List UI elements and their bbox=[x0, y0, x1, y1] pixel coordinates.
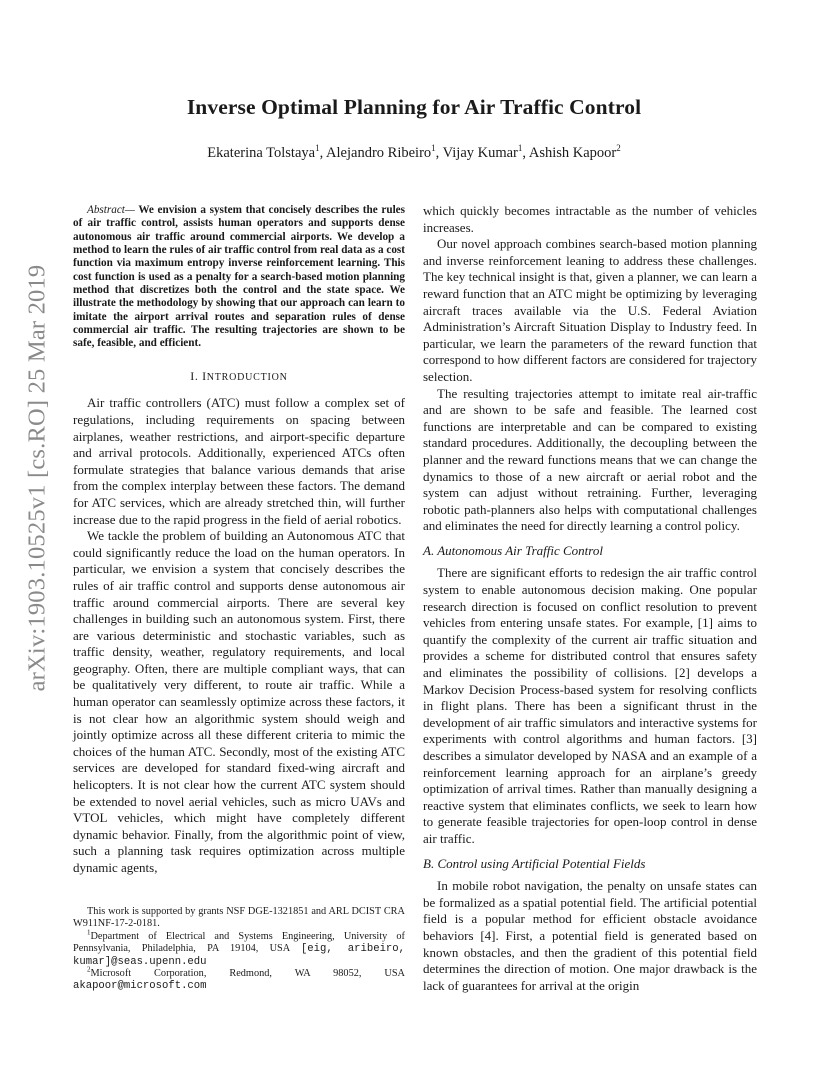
author-affiliation-mark: 2 bbox=[616, 143, 621, 154]
author-email[interactable]: akapoor@microsoft.com bbox=[73, 980, 207, 993]
author-name: Alejandro Ribeiro bbox=[326, 145, 432, 161]
body-paragraph: which quickly becomes intractable as the number of vehicles increases. bbox=[423, 203, 757, 235]
author-affiliation-mark: 1 bbox=[315, 143, 320, 154]
author-affiliation-mark: 1 bbox=[517, 143, 523, 154]
body-paragraph: There are significant efforts to redesign the air traffic control system to enable autonomous decision making. One popular research direction is focused on conflict resolution to prevent vehicles from entering unsafe states. For example, [1] aims to quantify the complexity of the current air traffic situation and provides a scheme for distributed control that ensures safety and eliminates the possibility of collisions. [2] develops a Markov Decision Process-based system for resolving conflicts in flight plans. There has been a significant thrust in the development of air traffic simulators and interactive systems for experiments with control algorithms and human factors. [3] describes a simulator developed by NASA and an example of a reinforcement learning approach for an airplane’s greedy optimization of arrival times. Rather than manually designing a reactive system that eliminates conflicts, we seek to learn how to generate feasible trajectories for open-loop control in dense air traffic. bbox=[423, 565, 757, 846]
abstract-text: We envision a system that concisely describes the rules of air traffic control, assists human operators and supports dense autonomous air traffic around commercial airports. We develop a method to learn the rules of air traffic control from real data as a cost function via maximum entropy inverse reinforcement learning. This cost function is used as a penalty for a search-based motion planning method that discretizes both the control and the state space. We illustrate the methodology by showing that our approach can learn to imitate the airport arrival routes and separation rules of dense commercial air traffic. The resulting trajectories are shown to be safe, feasible, and efficient. bbox=[73, 204, 405, 350]
author-name: Ashish Kapoor bbox=[528, 145, 617, 161]
footnotes bbox=[73, 906, 405, 993]
footnote-affiliation-2-email bbox=[73, 980, 405, 992]
author-list: Ekaterina Tolstaya$^1$, Alejandro Ribeiro$^1$, Vijay Kumar$^1$, Ashish Kapoor$^2$ bbox=[207, 143, 621, 161]
footnote-funding: This work is supported by grants NSF DGE-1321851 and ARL DCIST CRA W911NF-17-2-0181. bbox=[73, 906, 405, 930]
footnote-affiliation-1: $^1$Department of Electrical and Systems Engineering, University of Pennsylvania, Philadelphia, PA 19104, USA [eig, aribeiro, kumar]@seas.upenn.edu bbox=[73, 928, 406, 968]
subsection-heading-autonomous-atc: A. Autonomous Air Traffic Control bbox=[423, 542, 603, 558]
abstract bbox=[73, 204, 405, 351]
arxiv-identifier-text: arXiv:1903.10525v1 [cs.RO] 25 Mar 2019 bbox=[23, 264, 51, 692]
paper-title: Inverse Optimal Planning for Air Traffic Control bbox=[186, 95, 642, 119]
author-email[interactable]: [eig, aribeiro, kumar]@seas.upenn.edu bbox=[73, 943, 406, 968]
left-column bbox=[73, 203, 405, 877]
arxiv-identifier bbox=[10, 264, 65, 692]
body-paragraph: The resulting trajectories attempt to imitate real air-traffic and are shown to be safe and feasible. The learned cost functions are interpretable and can be compared to existing standard procedures. Additionally, the decoupling between the planner and the reward functions means that we can change the dynamics to those of a new aircraft or aerial robot and the system can adjust without retraining. Further, leveraging robotic path-planners also helps with computational challenges and eliminates the need for directly learning a control policy. bbox=[423, 385, 757, 534]
right-column bbox=[423, 203, 757, 994]
author-name: Vijay Kumar bbox=[442, 145, 518, 161]
body-paragraph: Our novel approach combines search-based motion planning and inverse reinforcement leaning to address these challenges. The key technical insight is that, given a planner, we can learn a reward function that an ATC might be optimizing by leveraging aircraft traces available via the U.S. Federal Aviation Administration’s Aircraft Situation Display to Industry feed. In particular, we learn the parameters of the reward function that correspond to how different factors are considered for trajectory selection. bbox=[423, 236, 757, 384]
subsection-heading-potential-fields: B. Control using Artificial Potential Fields bbox=[423, 855, 646, 871]
footnote-affiliation-2: $^2$Microsoft Corporation, Redmond, WA 98052, USA bbox=[87, 965, 405, 980]
abstract-label: Abstract— bbox=[87, 204, 135, 216]
author-name: Ekaterina Tolstaya bbox=[207, 145, 316, 161]
body-paragraph: Air traffic controllers (ATC) must follow a complex set of regulations, including requirements on spacing between airplanes, weather restrictions, and airport-specific departure and arrival protocols. Additionally, experienced ATCs often formulate strategies that balance various demands that arise from the complex interplay between these factors. The demand for ATC services, which are already stretched thin, will further increase due to the rapid progress in the field of aerial robotics. bbox=[73, 395, 405, 527]
author-affiliation-mark: 1 bbox=[431, 143, 436, 154]
body-paragraph: We tackle the problem of building an Autonomous ATC that could significantly reduce the load on the human operators. In particular, we envision a system that concisely describes the rules of air traffic control and supports dense autonomous air traffic around commercial airports. There are several key challenges in building such an autonomous system. First, there are various deterministic and stochastic variables, such as traffic density, weather, regulatory requirements, and local geography. Often, there are multiple compliant ways, that can be qualitatively very different, to route air traffic. While a human operator can seamlessly optimize across these factors, it is not clear how an algorithmic system should weigh and jointly optimize across all these different criteria to mimic the choices of the human ATC. Secondly, most of the existing ATC services are developed for standard fixed-wing aircraft and helicopters. It is not clear how the current ATC system should be extended to novel aerial vehicles, such as micro UAVs and VTOL vehicles, which might have completely different dynamic behavior. Finally, from the algorithmic point of view, such a planning task requires optimization across multiple dynamic agents, bbox=[73, 528, 405, 875]
section-heading-introduction: I. INTRODUCTION bbox=[190, 368, 288, 383]
body-paragraph: In mobile robot navigation, the penalty on unsafe states can be formalized as a spatial potential field. The artificial potential field is a popular method for efficient obstacle avoidance behaviors [4]. First, a potential field is generated based on known obstacles, and then the gradient of this potential field determines the direction of motion. One major drawback is the lack of guarantees for arrival at the origin bbox=[423, 878, 757, 993]
